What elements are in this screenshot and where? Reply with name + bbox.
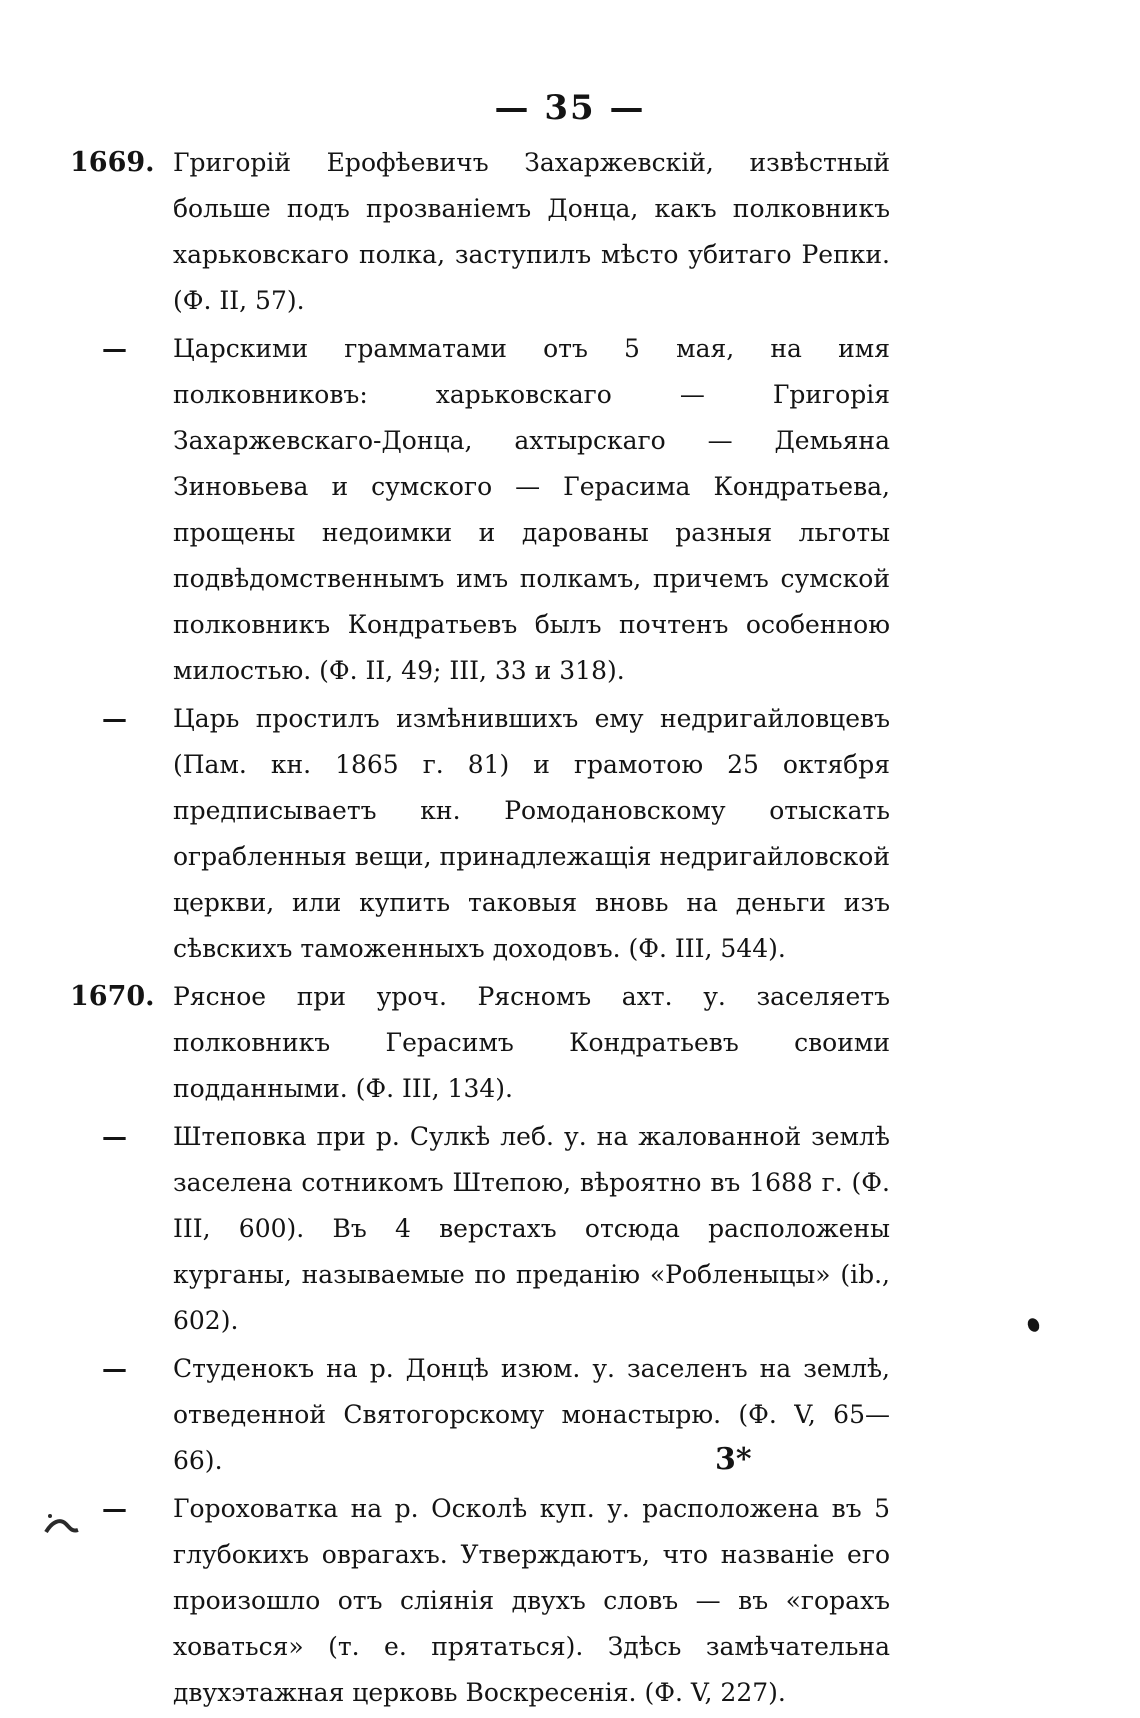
entry-year: 1670. — [70, 981, 155, 1012]
chronicle-entry-shtepovka — [70, 1114, 890, 1344]
ink-smudge — [42, 1510, 82, 1536]
entry-dash: — — [102, 1354, 127, 1383]
entry-text: Штеповка при р. Сулкѣ леб. у. на жалованной землѣ заселена сотникомъ Штепою, вѣроятно въ 1688 г. (Ф. III, 600). Въ 4 верстахъ отсюда расположены курганы, называемые по преданію «Робленыцы» (ib., 602). — [173, 1122, 890, 1335]
entry-text: Гороховатка на р. Осколѣ куп. у. расположена въ 5 глубокихъ оврагахъ. Утверждаютъ, что названіе его произошло отъ сліянія двухъ словъ — въ «горахъ ховаться» (т. е. прятаться). Здѣсь замѣчательна двухэтажная церковь Воскресенія. (Ф. V, 227). — [173, 1494, 890, 1707]
chronicle-entry-gorokhovatka — [70, 1486, 890, 1716]
entry-text: Григорій Ерофѣевичъ Захаржевскій, извѣстный больше подъ прозваніемъ Донца, какъ полковникъ харьковскаго полка, заступилъ мѣсто убитаго Репки. (Ф. II, 57). — [173, 148, 890, 315]
chronicle-entry-royal-charters — [70, 326, 890, 694]
chronicle-entry-nedrigailov — [70, 696, 890, 972]
entry-text: Царскими грамматами отъ 5 мая, на имя полковниковъ: харьковскаго — Григорія Захаржевскаго-Донца, ахтырскаго — Демьяна Зиновьева и сумского — Герасима Кондратьева, прощены недоимки и дарованы разныя льготы подвѣдомственнымъ имъ полкамъ, причемъ сумской полковникъ Кондратьевъ былъ почтенъ особенною милостью. (Ф. II, 49; III, 33 и 318). — [173, 334, 890, 685]
entry-text: Студенокъ на р. Донцѣ изюм. у. заселенъ на землѣ, отведенной Святогорскому монастырю. (Ф. V, 65—66). — [173, 1354, 890, 1475]
page-number: — 35 — — [494, 88, 646, 128]
chronicle-entry-1669 — [70, 140, 890, 324]
entry-dash: — — [102, 334, 127, 363]
chronicle-entry-1670 — [70, 974, 890, 1112]
entry-text: Рясное при уроч. Рясномъ ахт. у. заселяетъ полковникъ Герасимъ Кондратьевъ своими подданными. (Ф. III, 134). — [173, 982, 890, 1103]
chronicle-entry-studenok — [70, 1346, 890, 1484]
signature-mark: 3* — [715, 1442, 752, 1477]
entry-year: 1669. — [70, 147, 155, 178]
entry-text: Царь простилъ измѣнившихъ ему недригайловцевъ (Пам. кн. 1865 г. 81) и грамотою 25 октября предписываетъ кн. Ромодановскому отыскать ограбленныя вещи, принадлежащія недригайловской церкви, или купить таковыя вновь на деньги изъ сѣвскихъ таможенныхъ доходовъ. (Ф. III, 544). — [173, 704, 890, 963]
entry-dash: — — [102, 1122, 127, 1151]
ink-dot — [1026, 1316, 1042, 1333]
entry-dash: — — [102, 1494, 127, 1523]
entry-dash: — — [102, 704, 127, 733]
chronicle-entries — [70, 140, 890, 1718]
